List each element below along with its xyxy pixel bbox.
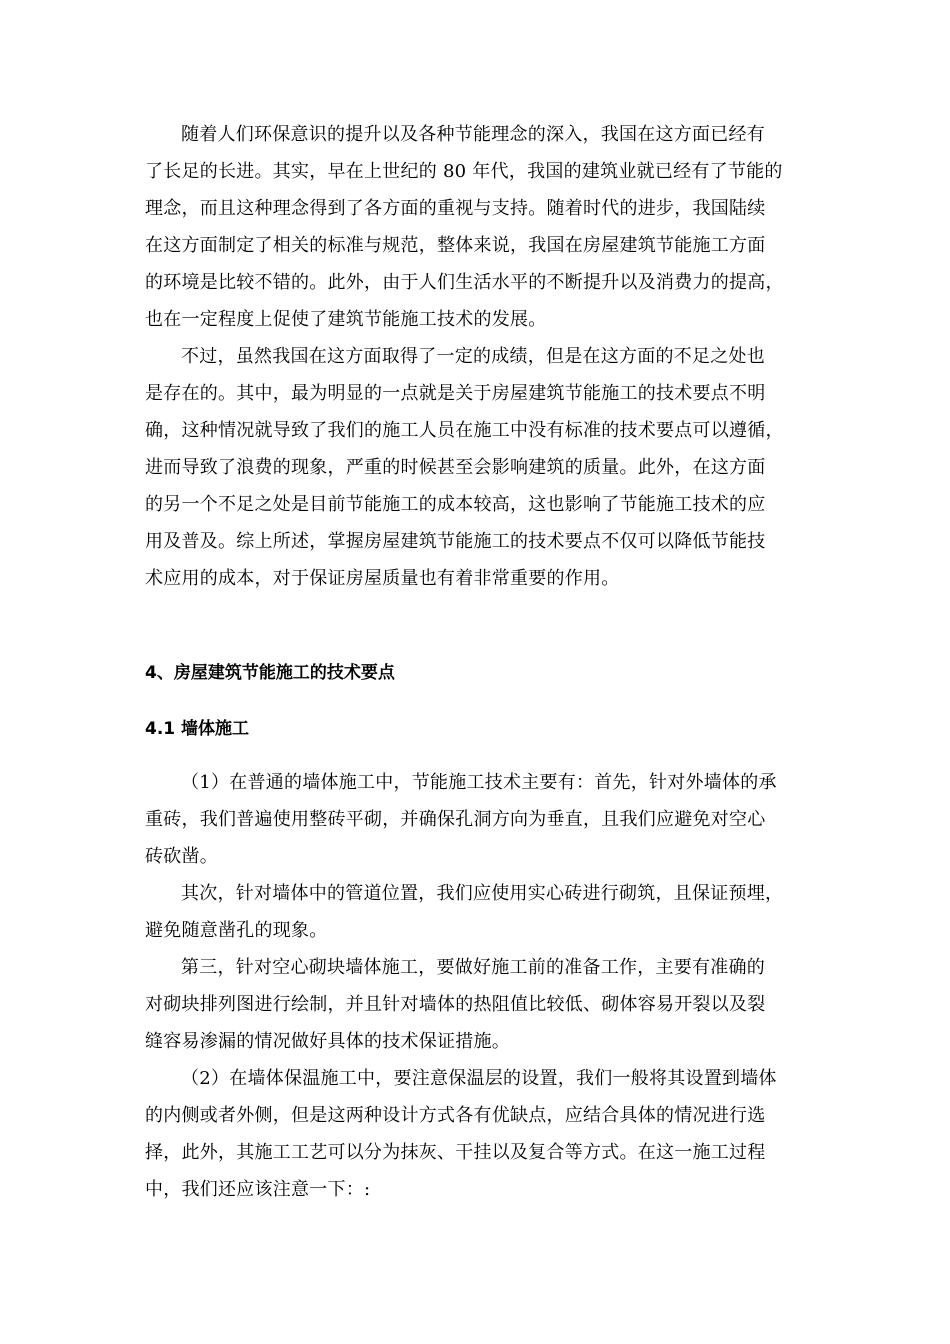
section-heading: 4、房屋建筑节能施工的技术要点 (145, 663, 395, 683)
paragraph-2-line-7: 术应用的成本，对于保证房屋质量也有着非常重要的作用。 (145, 568, 620, 589)
paragraph-4-line-2: 避免随意凿孔的现象。 (145, 920, 328, 941)
paragraph-3-line-2: 重砖，我们普遍使用整砖平砌，并确保孔洞方向为垂直，且我们应避免对空心 (145, 809, 766, 830)
paragraph-1-line-1: 随着人们环保意识的提升以及各种节能理念的深入，我国在这方面已经有 (181, 124, 765, 145)
paragraph-6-line-4: 中，我们还应该注意一下：: (145, 1179, 371, 1200)
paragraph-5-line-1: 第三，针对空心砌块墙体施工，要做好施工前的准备工作，主要有准确的 (181, 957, 765, 978)
subsection-heading: 4.1 墙体施工 (145, 719, 250, 739)
paragraph-2-line-4: 进而导致了浪费的现象，严重的时候甚至会影响建筑的质量。此外，在这方面 (145, 457, 766, 478)
paragraph-1-line-6: 也在一定程度上促使了建筑节能施工技术的发展。 (145, 309, 547, 330)
paragraph-2-line-2: 是存在的。其中，最为明显的一点就是关于房屋建筑节能施工的技术要点不明 (145, 383, 766, 404)
paragraph-6-line-2: 的内侧或者外侧，但是这两种设计方式各有优缺点，应结合具体的情况进行选 (145, 1105, 766, 1126)
paragraph-5-line-2: 对砌块排列图进行绘制，并且针对墙体的热阻值比较低、砌体容易开裂以及裂 (145, 994, 766, 1015)
paragraph-6-line-1: （2）在墙体保温施工中，要注意保温层的设置，我们一般将其设置到墙体 (181, 1068, 777, 1089)
paragraph-2-line-5: 的另一个不足之处是目前节能施工的成本较高，这也影响了节能施工技术的应 (145, 494, 766, 515)
paragraph-2-line-3: 确，这种情况就导致了我们的施工人员在施工中没有标准的技术要点可以遵循， (145, 420, 784, 441)
paragraph-1-line-3: 理念，而且这种理念得到了各方面的重视与支持。随着时代的进步，我国陆续 (145, 198, 766, 219)
paragraph-3-line-3: 砖砍凿。 (145, 846, 218, 867)
paragraph-5-line-3: 缝容易渗漏的情况做好具体的技术保证措施。 (145, 1031, 510, 1052)
paragraph-6-line-3: 择，此外，其施工工艺可以分为抹灰、干挂以及复合等方式。在这一施工过程 (145, 1142, 766, 1163)
paragraph-3-line-1: （1）在普通的墙体施工中，节能施工技术主要有：首先，针对外墙体的承 (181, 772, 777, 793)
paragraph-4-line-1: 其次，针对墙体中的管道位置，我们应使用实心砖进行砌筑，且保证预埋， (181, 883, 784, 904)
paragraph-1-line-4: 在这方面制定了相关的标准与规范，整体来说，我国在房屋建筑节能施工方面 (145, 235, 766, 256)
paragraph-2-line-6: 用及普及。综上所述，掌握房屋建筑节能施工的技术要点不仅可以降低节能技 (145, 531, 766, 552)
paragraph-1-line-2: 了长足的长进。其实，早在上世纪的 80 年代，我国的建筑业就已经有了节能的 (145, 161, 783, 182)
paragraph-1-line-5: 的环境是比较不错的。此外，由于人们生活水平的不断提升以及消费力的提高， (145, 272, 784, 293)
paragraph-2-line-1: 不过，虽然我国在这方面取得了一定的成绩，但是在这方面的不足之处也 (181, 346, 765, 367)
